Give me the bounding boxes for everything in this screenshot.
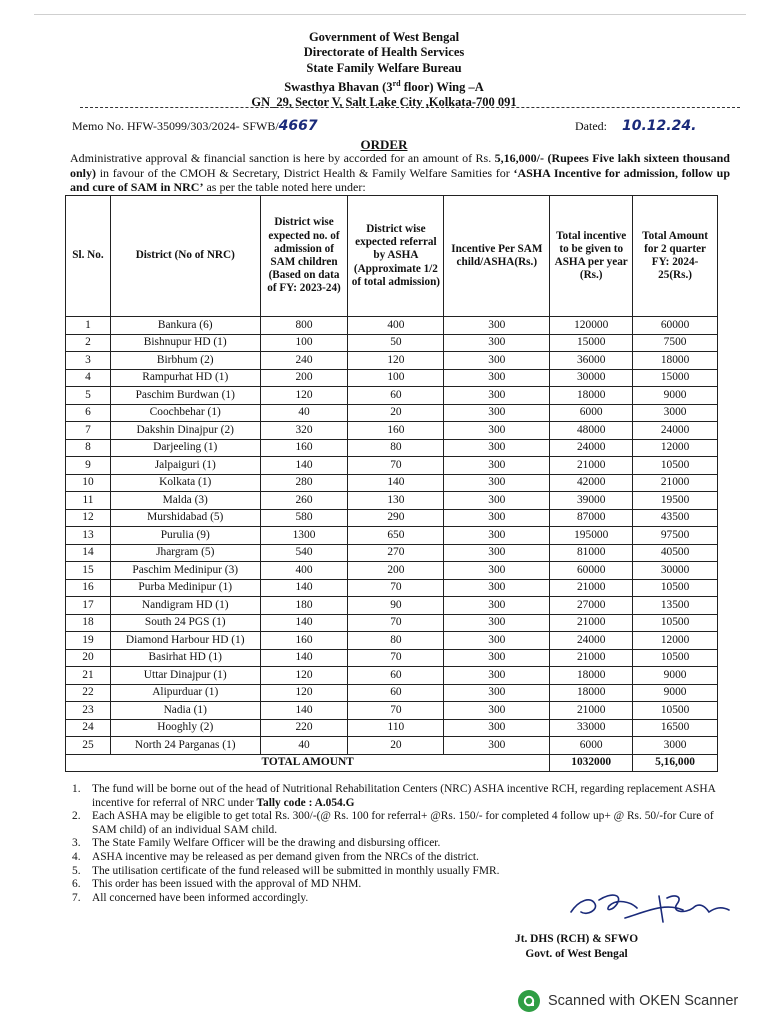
header-sl-no: Sl. No. [66,196,111,317]
header-total-incentive-year: Total incentive to be given to ASHA per year (Rs.) [550,196,633,317]
row-expected-admission: 120 [260,684,348,702]
row-district: Purba Medinipur (1) [110,579,260,597]
row-expected-admission: 320 [260,422,348,440]
table-total-row [66,754,718,772]
note-bold-text: Tally code : A.054.G [256,796,355,809]
row-total-year: 39000 [550,492,633,510]
row-district: Birbhum (2) [110,352,260,370]
row-sl-no: 8 [66,439,111,457]
row-sl-no: 9 [66,457,111,475]
row-incentive: 300 [444,579,550,597]
row-total-year: 18000 [550,387,633,405]
row-expected-admission: 140 [260,702,348,720]
row-district: Kolkata (1) [110,474,260,492]
row-total-quarter: 40500 [633,544,718,562]
row-incentive: 300 [444,719,550,737]
table-row [66,527,718,545]
row-total-year: 6000 [550,737,633,755]
row-sl-no: 22 [66,684,111,702]
row-total-year: 18000 [550,667,633,685]
row-expected-referral: 140 [348,474,444,492]
table-row [66,719,718,737]
row-total-quarter: 24000 [633,422,718,440]
header-building-sup: rd [392,78,401,88]
row-district: Rampurhat HD (1) [110,369,260,387]
row-total-year: 21000 [550,614,633,632]
row-expected-referral: 60 [348,387,444,405]
row-total-quarter: 10500 [633,579,718,597]
row-total-quarter: 19500 [633,492,718,510]
row-expected-admission: 1300 [260,527,348,545]
row-expected-admission: 580 [260,509,348,527]
note-item [72,865,727,879]
row-total-quarter: 12000 [633,439,718,457]
row-expected-admission: 140 [260,579,348,597]
table-row [66,632,718,650]
row-total-year: 42000 [550,474,633,492]
table-row [66,369,718,387]
row-expected-referral: 130 [348,492,444,510]
row-expected-admission: 160 [260,632,348,650]
row-total-quarter: 7500 [633,334,718,352]
row-district: Alipurduar (1) [110,684,260,702]
row-total-year: 15000 [550,334,633,352]
row-incentive: 300 [444,684,550,702]
table-row [66,684,718,702]
signatory-title: Jt. DHS (RCH) & SFWO [515,933,639,945]
row-expected-admission: 400 [260,562,348,580]
row-district: Paschim Burdwan (1) [110,387,260,405]
row-sl-no: 19 [66,632,111,650]
row-sl-no: 14 [66,544,111,562]
row-total-year: 30000 [550,369,633,387]
table-row [66,474,718,492]
note-text: This order has been issued with the approval of MD NHM. [92,878,362,891]
table-row [66,597,718,615]
row-expected-admission: 800 [260,317,348,335]
note-item [72,837,727,851]
table-body [66,317,718,755]
row-sl-no: 7 [66,422,111,440]
row-total-year: 81000 [550,544,633,562]
row-district: Bishnupur HD (1) [110,334,260,352]
row-total-quarter: 15000 [633,369,718,387]
row-total-quarter: 9000 [633,387,718,405]
row-sl-no: 11 [66,492,111,510]
row-total-year: 120000 [550,317,633,335]
table-row [66,387,718,405]
row-expected-admission: 140 [260,457,348,475]
note-text: ASHA incentive may be released as per demand given from the NRCs of the district. [92,850,479,863]
row-expected-admission: 180 [260,597,348,615]
row-district: Dakshin Dinajpur (2) [110,422,260,440]
row-total-year: 36000 [550,352,633,370]
row-expected-referral: 70 [348,614,444,632]
table-row [66,562,718,580]
row-total-quarter: 60000 [633,317,718,335]
row-expected-admission: 40 [260,404,348,422]
note-number: 1. [72,783,81,795]
header-expected-referral: District wise expected referral by ASHA (Approximate 1/2 of total admission) [348,196,444,317]
header-government: Government of West Bengal [308,30,460,44]
row-district: Purulia (9) [110,527,260,545]
row-incentive: 300 [444,474,550,492]
header-directorate: Directorate of Health Services [303,45,465,60]
table-row [66,422,718,440]
intro-text-2: in favour of the CMOH & Secretary, District Health & Family Welfare Samities for [96,165,514,180]
note-number: 6. [72,878,81,891]
table-row [66,667,718,685]
header-district: District (No of NRC) [110,196,260,317]
row-incentive: 300 [444,352,550,370]
note-text: Each ASHA may be eligible to get total Rs. 300/-(@ Rs. 100 for referral+ @Rs. 150/- for completed 4 follow up+ @ Rs. 50/-for Cure of SAM child) of an individual SAM child. [92,810,714,836]
row-total-year: 33000 [550,719,633,737]
note-number: 3. [72,837,81,850]
dated-label: Dated: [575,119,607,133]
row-total-year: 27000 [550,597,633,615]
row-total-year: 21000 [550,649,633,667]
note-body [92,810,727,837]
row-incentive: 300 [444,614,550,632]
note-item [72,851,727,865]
row-district: Malda (3) [110,492,260,510]
row-sl-no: 16 [66,579,111,597]
signatory-block [515,932,638,962]
row-district: North 24 Parganas (1) [110,737,260,755]
row-incentive: 300 [444,737,550,755]
row-incentive: 300 [444,457,550,475]
row-expected-admission: 40 [260,737,348,755]
row-total-year: 21000 [550,457,633,475]
row-sl-no: 15 [66,562,111,580]
row-sl-no: 21 [66,667,111,685]
note-number: 7. [72,891,81,904]
row-incentive: 300 [444,404,550,422]
row-sl-no: 10 [66,474,111,492]
note-number: 2. [72,810,81,823]
note-body [92,878,361,892]
row-expected-admission: 140 [260,614,348,632]
row-expected-referral: 290 [348,509,444,527]
table-row [66,439,718,457]
table-row [66,544,718,562]
row-total-quarter: 21000 [633,474,718,492]
row-incentive: 300 [444,422,550,440]
row-expected-admission: 240 [260,352,348,370]
row-total-year: 60000 [550,562,633,580]
table-row [66,702,718,720]
row-expected-referral: 650 [348,527,444,545]
header-incentive-per-child: Incentive Per SAM child/ASHA(Rs.) [444,196,550,317]
row-expected-admission: 160 [260,439,348,457]
row-sl-no: 24 [66,719,111,737]
row-expected-referral: 270 [348,544,444,562]
table-row [66,334,718,352]
row-expected-admission: 200 [260,369,348,387]
row-sl-no: 25 [66,737,111,755]
note-number: 5. [72,864,81,877]
row-expected-referral: 50 [348,334,444,352]
row-district: Jalpaiguri (1) [110,457,260,475]
row-expected-referral: 120 [348,352,444,370]
header-address: GN_29, Sector V, Salt Lake City ,Kolkata-700 091 [251,95,517,110]
row-total-quarter: 3000 [633,737,718,755]
scheme-name: ‘ASHA Incentive for admission, follow up and cure of SAM in NRC’ [70,165,730,194]
sanction-amount: 5,16,000/- (Rupees Five lakh sixteen thousand only) [70,151,730,180]
header-divider [80,107,740,108]
header-bureau: State Family Welfare Bureau [306,60,462,75]
table-row [66,649,718,667]
note-text: All concerned have been informed accordingly. [92,891,309,904]
row-total-quarter: 43500 [633,509,718,527]
row-total-quarter: 10500 [633,702,718,720]
row-district: Diamond Harbour HD (1) [110,632,260,650]
letterhead [0,30,768,111]
row-district: Uttar Dinajpur (1) [110,667,260,685]
row-expected-referral: 70 [348,702,444,720]
note-body [92,783,727,810]
row-incentive: 300 [444,509,550,527]
row-total-quarter: 30000 [633,562,718,580]
row-total-year: 6000 [550,404,633,422]
row-expected-admission: 140 [260,649,348,667]
row-expected-referral: 20 [348,737,444,755]
row-expected-referral: 200 [348,562,444,580]
row-district: Nandigram HD (1) [110,597,260,615]
oken-scanner-icon [518,990,540,1012]
memo-number [72,118,318,134]
row-expected-admission: 100 [260,334,348,352]
row-sl-no: 12 [66,509,111,527]
total-year-amount: 1032000 [550,754,633,772]
row-incentive: 300 [444,369,550,387]
row-total-quarter: 16500 [633,719,718,737]
row-incentive: 300 [444,702,550,720]
row-incentive: 300 [444,544,550,562]
row-total-quarter: 13500 [633,597,718,615]
table-row [66,352,718,370]
row-total-quarter: 10500 [633,457,718,475]
table-row [66,509,718,527]
row-expected-referral: 80 [348,632,444,650]
row-expected-referral: 400 [348,317,444,335]
row-incentive: 300 [444,527,550,545]
row-expected-referral: 70 [348,579,444,597]
header-building-text: Swasthya Bhavan (3 [284,80,393,95]
row-expected-referral: 160 [348,422,444,440]
memo-handwritten-number: 4667 [278,118,318,134]
row-sl-no: 20 [66,649,111,667]
row-sl-no: 3 [66,352,111,370]
table-header-row [66,196,718,317]
row-sl-no: 2 [66,334,111,352]
total-quarter-amount: 5,16,000 [633,754,718,772]
intro-text-3: as per the table noted here under: [203,180,366,194]
row-total-year: 24000 [550,439,633,457]
row-district: Hooghly (2) [110,719,260,737]
header-building-text-end: floor) Wing –A [400,80,484,95]
row-incentive: 300 [444,387,550,405]
row-incentive: 300 [444,439,550,457]
header-total-amount-quarter: Total Amount for 2 quarter FY: 2024-25(Rs.) [633,196,718,317]
row-total-year: 48000 [550,422,633,440]
table-row [66,457,718,475]
row-expected-referral: 100 [348,369,444,387]
row-incentive: 300 [444,667,550,685]
row-expected-referral: 60 [348,667,444,685]
row-incentive: 300 [444,317,550,335]
watermark-text: Scanned with OKEN Scanner [548,993,739,1009]
row-sl-no: 5 [66,387,111,405]
row-sl-no: 23 [66,702,111,720]
row-total-quarter: 12000 [633,632,718,650]
top-border-line [34,14,746,15]
row-expected-admission: 120 [260,667,348,685]
note-body [92,865,499,879]
row-total-year: 21000 [550,702,633,720]
row-expected-referral: 80 [348,439,444,457]
row-expected-referral: 60 [348,684,444,702]
row-expected-admission: 540 [260,544,348,562]
table-row [66,737,718,755]
table-row [66,404,718,422]
row-total-quarter: 9000 [633,667,718,685]
row-district: Bankura (6) [110,317,260,335]
row-sl-no: 17 [66,597,111,615]
header-expected-admission: District wise expected no. of admission of SAM children (Based on data of FY: 2023-24) [260,196,348,317]
row-total-year: 87000 [550,509,633,527]
memo-date [575,118,696,134]
row-total-quarter: 3000 [633,404,718,422]
row-sl-no: 6 [66,404,111,422]
row-sl-no: 13 [66,527,111,545]
row-expected-admission: 220 [260,719,348,737]
row-district: Murshidabad (5) [110,509,260,527]
intro-paragraph [70,151,730,195]
incentive-table [65,195,718,772]
row-total-year: 21000 [550,579,633,597]
row-total-quarter: 10500 [633,614,718,632]
row-expected-admission: 280 [260,474,348,492]
memo-prefix: Memo No. HFW-35099/303/2024- SFWB/ [72,119,279,133]
row-incentive: 300 [444,597,550,615]
row-expected-referral: 20 [348,404,444,422]
scanner-watermark [518,990,738,1012]
table-row [66,579,718,597]
row-total-quarter: 9000 [633,684,718,702]
note-number: 4. [72,850,81,863]
row-incentive: 300 [444,562,550,580]
row-district: Coochbehar (1) [110,404,260,422]
note-text: The utilisation certificate of the fund released will be submitted in monthly usually FMR. [92,864,500,877]
handwritten-date: 10.12.24. [622,118,697,134]
row-expected-referral: 110 [348,719,444,737]
row-total-year: 24000 [550,632,633,650]
row-sl-no: 4 [66,369,111,387]
note-item [72,810,727,837]
row-incentive: 300 [444,632,550,650]
row-incentive: 300 [444,649,550,667]
row-total-quarter: 18000 [633,352,718,370]
note-item [72,783,727,810]
total-label: TOTAL AMOUNT [66,754,550,772]
row-total-year: 195000 [550,527,633,545]
note-text: The State Family Welfare Officer will be the drawing and disbursing officer. [92,837,441,850]
row-district: Darjeeling (1) [110,439,260,457]
note-text: The fund will be borne out of the head of Nutritional Rehabilitation Centers (NRC) ASHA incentive RCH, regarding replacement ASHA incentive for referral of NRC under [92,783,716,809]
header-building [0,76,768,95]
order-title: ORDER [360,137,408,152]
row-district: Nadia (1) [110,702,260,720]
row-expected-admission: 260 [260,492,348,510]
intro-text-1: Administrative approval & financial sanction is here by accorded for an amount of Rs. [70,151,495,165]
handwritten-signature [565,882,735,926]
row-district: South 24 PGS (1) [110,614,260,632]
row-total-quarter: 10500 [633,649,718,667]
row-total-quarter: 97500 [633,527,718,545]
row-expected-referral: 70 [348,649,444,667]
row-expected-referral: 70 [348,457,444,475]
note-body [92,851,479,865]
signatory-org: Govt. of West Bengal [525,948,628,960]
note-body [92,837,440,851]
row-total-year: 18000 [550,684,633,702]
row-sl-no: 1 [66,317,111,335]
row-sl-no: 18 [66,614,111,632]
row-incentive: 300 [444,492,550,510]
row-district: Paschim Medinipur (3) [110,562,260,580]
note-body [92,892,308,906]
row-expected-referral: 90 [348,597,444,615]
row-incentive: 300 [444,334,550,352]
row-district: Basirhat HD (1) [110,649,260,667]
table-row [66,492,718,510]
row-district: Jhargram (5) [110,544,260,562]
table-row [66,614,718,632]
row-expected-admission: 120 [260,387,348,405]
table-row [66,317,718,335]
